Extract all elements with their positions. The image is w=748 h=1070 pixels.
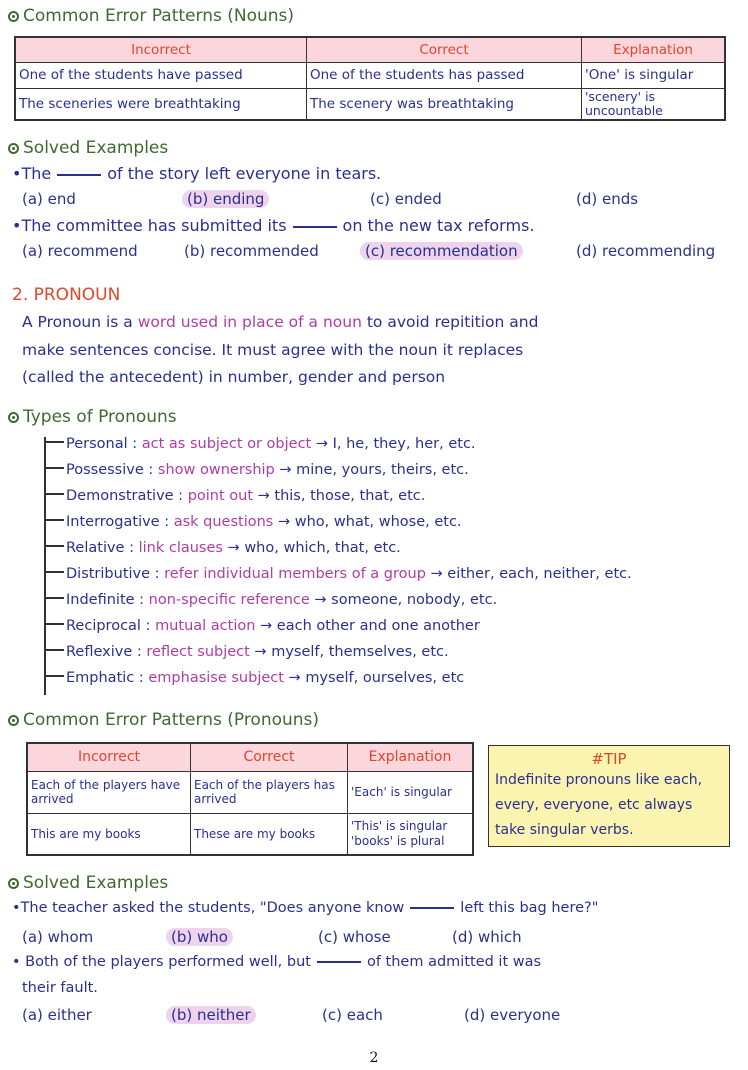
pronoun-type-row <box>44 644 449 660</box>
option-c <box>360 242 523 260</box>
pronoun-type-name: Emphatic <box>66 670 135 686</box>
separator: : <box>140 618 156 634</box>
question-text: of the story left everyone in tears. <box>107 164 382 183</box>
solved-examples-2-heading-text: Solved Examples <box>23 873 169 893</box>
pronoun-definition-line-3: (called the antecedent) in number, gender and person <box>22 368 446 386</box>
table-row <box>27 813 473 855</box>
correct-answer-highlight: (b) ending <box>182 190 269 208</box>
header-correct: Correct <box>191 743 348 771</box>
pronoun-type-description: emphasise subject <box>148 670 284 686</box>
question-text: •The <box>12 164 52 183</box>
option-c: (c) whose <box>318 928 391 946</box>
tree-branch <box>44 597 64 599</box>
tree-branch <box>44 493 64 495</box>
pronoun-type-examples: someone, nobody, etc. <box>331 592 498 608</box>
table-header-row <box>15 37 725 62</box>
pronoun-title: 2. PRONOUN <box>12 285 121 305</box>
pronoun-type-name: Reflexive <box>66 644 133 660</box>
correct-answer-highlight: (b) who <box>166 928 233 946</box>
option-b <box>166 928 233 946</box>
definition-text: to avoid repitition and <box>361 313 539 331</box>
pronoun-errors-heading <box>8 710 319 730</box>
pronoun-type-row <box>44 436 476 452</box>
pronoun-type-row <box>44 670 464 686</box>
separator: : <box>150 566 165 582</box>
arrow-right-icon: → <box>309 592 332 608</box>
header-correct: Correct <box>307 37 582 62</box>
cell-explanation: 'This' is singular 'books' is plural <box>348 813 474 855</box>
pronoun-type-name: Indefinite <box>66 592 135 608</box>
bullet-icon <box>8 412 19 423</box>
pronoun-type-row <box>44 488 425 504</box>
table-row <box>15 88 725 120</box>
cell-explanation: 'scenery' is uncountable <box>582 88 726 120</box>
pronoun-type-description: act as subject or object <box>141 436 312 452</box>
tree-branch <box>44 519 64 521</box>
tip-body: Indefinite pronouns like each, every, everyone, etc always take singular verbs. <box>495 772 703 838</box>
tip-title: #TIP <box>591 750 627 768</box>
cell-incorrect: The sceneries were breathtaking <box>15 88 307 120</box>
nouns-errors-heading <box>8 6 294 26</box>
arrow-right-icon: → <box>274 462 297 478</box>
question-2 <box>12 216 534 235</box>
tree-branch <box>44 467 64 469</box>
definition-text: A Pronoun is a <box>22 313 138 331</box>
answer-blank <box>293 226 337 228</box>
cell-incorrect: One of the students have passed <box>15 62 307 88</box>
pronoun-type-name: Demonstrative <box>66 488 174 504</box>
question-text: •The committee has submitted its <box>12 216 287 235</box>
tree-branch <box>44 571 64 573</box>
solved-examples-heading-text: Solved Examples <box>23 138 169 158</box>
tree-branch <box>44 441 64 443</box>
separator: : <box>132 644 147 660</box>
option-c: (c) ended <box>370 190 442 208</box>
answer-blank <box>57 174 101 176</box>
separator: : <box>159 514 174 530</box>
question-text: on the new tax reforms. <box>342 216 535 235</box>
solved-examples-2-heading <box>8 873 168 893</box>
cell-correct: The scenery was breathtaking <box>307 88 582 120</box>
correct-answer-highlight: (c) recommendation <box>360 242 523 260</box>
option-d: (d) which <box>452 928 522 946</box>
pronoun-type-examples: each other and one another <box>276 618 480 634</box>
bullet-icon <box>8 878 19 889</box>
tree-branch <box>44 649 64 651</box>
types-heading <box>8 407 177 427</box>
tree-branch <box>44 545 64 547</box>
option-b: (b) recommended <box>184 242 319 260</box>
arrow-right-icon: → <box>425 566 448 582</box>
pronoun-type-name: Possessive <box>66 462 144 478</box>
cell-correct: Each of the players has arrived <box>191 771 348 813</box>
cell-explanation: 'Each' is singular <box>348 771 474 813</box>
tree-branch <box>44 675 64 677</box>
cell-explanation: 'One' is singular <box>582 62 726 88</box>
pronoun-type-description: non-specific reference <box>148 592 310 608</box>
cell-correct: These are my books <box>191 813 348 855</box>
table-row <box>27 771 473 813</box>
pronoun-type-description: refer individual members of a group <box>164 566 426 582</box>
option-a: (a) either <box>22 1006 92 1024</box>
table-header-row <box>27 743 473 771</box>
arrow-right-icon: → <box>273 514 295 530</box>
pronoun-definition-line-1 <box>22 313 538 331</box>
pronoun-type-description: reflect subject <box>146 644 250 660</box>
cell-incorrect: This are my books <box>27 813 191 855</box>
pronoun-type-row <box>44 566 632 582</box>
pronoun-type-examples: mine, yours, theirs, etc. <box>296 462 469 478</box>
option-c: (c) each <box>322 1006 383 1024</box>
solved-examples-heading <box>8 138 168 158</box>
answer-blank <box>317 961 361 963</box>
option-d: (d) recommending <box>576 242 716 260</box>
option-b <box>166 1006 256 1024</box>
arrow-right-icon: → <box>255 618 277 634</box>
option-d: (d) everyone <box>464 1006 561 1024</box>
types-heading-text: Types of Pronouns <box>23 407 177 427</box>
pronoun-errors-table <box>26 742 474 856</box>
pronoun-type-description: mutual action <box>155 618 256 634</box>
tip-box <box>488 745 730 847</box>
question-4-line-2: their fault. <box>22 980 98 996</box>
bullet-icon <box>8 11 19 22</box>
pronoun-type-description: link clauses <box>138 540 223 556</box>
pronoun-type-row <box>44 462 469 478</box>
arrow-right-icon: → <box>222 540 245 556</box>
pronoun-type-name: Distributive <box>66 566 151 582</box>
option-d: (d) ends <box>576 190 639 208</box>
arrow-right-icon: → <box>253 488 275 504</box>
pronoun-type-row <box>44 514 462 530</box>
pronoun-type-examples: who, what, whose, etc. <box>294 514 462 530</box>
pronoun-errors-heading-text: Common Error Patterns (Pronouns) <box>23 710 320 730</box>
definition-emphasis: word used in place of a noun <box>137 313 362 331</box>
arrow-right-icon: → <box>311 436 333 452</box>
pronoun-type-row <box>44 592 497 608</box>
nouns-errors-heading-text: Common Error Patterns (Nouns) <box>23 6 295 26</box>
pronoun-type-examples: this, those, that, etc. <box>274 488 426 504</box>
pronoun-type-row <box>44 618 480 634</box>
separator: : <box>127 436 142 452</box>
question-4 <box>12 954 541 970</box>
tree-branch <box>44 623 64 625</box>
question-3 <box>12 900 598 916</box>
question-1 <box>12 164 381 183</box>
pronoun-type-examples: either, each, neither, etc. <box>447 566 632 582</box>
header-explanation: Explanation <box>348 743 474 771</box>
separator: : <box>134 670 149 686</box>
question-text: left this bag here?" <box>460 900 599 916</box>
question-text: • Both of the players performed well, but <box>12 954 311 970</box>
bullet-icon <box>8 143 19 154</box>
pronoun-type-examples: myself, ourselves, etc <box>305 670 465 686</box>
pronoun-type-name: Relative <box>66 540 125 556</box>
answer-blank <box>410 907 454 909</box>
separator: : <box>143 462 158 478</box>
nouns-errors-table <box>14 36 726 121</box>
pronoun-type-description: ask questions <box>173 514 274 530</box>
table-row <box>15 62 725 88</box>
pronoun-type-examples: who, which, that, etc. <box>244 540 401 556</box>
pronoun-type-name: Reciprocal <box>66 618 141 634</box>
arrow-right-icon: → <box>249 644 272 660</box>
header-incorrect: Incorrect <box>27 743 191 771</box>
pronoun-type-description: show ownership <box>157 462 275 478</box>
pronoun-type-examples: I, he, they, her, etc. <box>332 436 476 452</box>
pronoun-type-examples: myself, themselves, etc. <box>271 644 449 660</box>
arrow-right-icon: → <box>283 670 306 686</box>
pronoun-type-row <box>44 540 401 556</box>
question-text: of them admitted it was <box>366 954 542 970</box>
separator: : <box>134 592 149 608</box>
header-incorrect: Incorrect <box>15 37 307 62</box>
separator: : <box>124 540 139 556</box>
page-number: 2 <box>369 1050 379 1066</box>
option-b <box>182 190 269 208</box>
bullet-icon <box>8 715 19 726</box>
option-a: (a) end <box>22 190 76 208</box>
pronoun-type-name: Interrogative <box>66 514 160 530</box>
cell-correct: One of the students has passed <box>307 62 582 88</box>
header-explanation: Explanation <box>582 37 726 62</box>
cell-incorrect: Each of the players have arrived <box>27 771 191 813</box>
pronoun-definition-line-2: make sentences concise. It must agree with the noun it replaces <box>22 341 524 359</box>
pronoun-type-name: Personal <box>66 436 128 452</box>
pronoun-type-description: point out <box>187 488 254 504</box>
correct-answer-highlight: (b) neither <box>166 1006 256 1024</box>
option-a: (a) whom <box>22 928 94 946</box>
question-text: •The teacher asked the students, "Does anyone know <box>12 900 405 916</box>
separator: : <box>173 488 188 504</box>
option-a: (a) recommend <box>22 242 138 260</box>
